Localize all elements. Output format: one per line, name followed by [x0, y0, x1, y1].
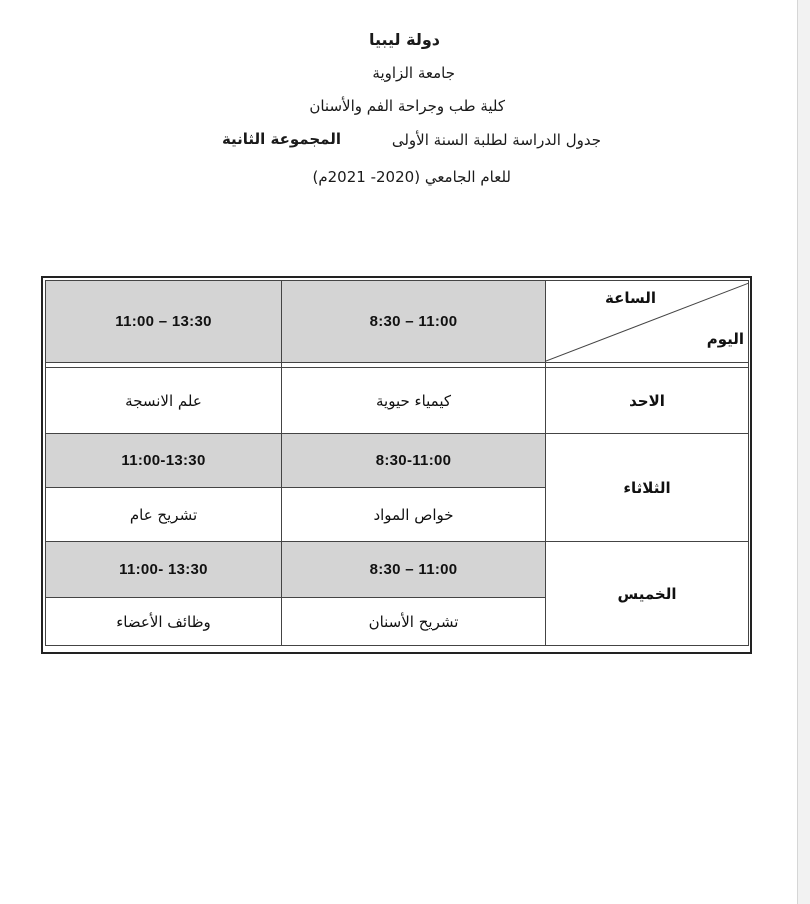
thursday-subject-1: تشريح الأسنان — [282, 598, 546, 646]
schedule-table-frame — [41, 276, 752, 654]
sunday-subject-1: كيمياء حيوية — [282, 368, 546, 434]
tuesday-time-2: 11:00-13:30 — [46, 434, 282, 488]
table-row-thursday-times — [46, 542, 749, 598]
schedule-table — [45, 280, 749, 646]
corner-day-label: اليوم — [706, 330, 744, 348]
corner-hour-label: الساعة — [604, 289, 656, 307]
group-title: المجموعة الثانية — [221, 130, 341, 148]
table-row-sunday — [46, 368, 749, 434]
faculty-title: كلية طب وجراحة الفم والأسنان — [309, 97, 505, 115]
tuesday-time-1: 8:30-11:00 — [282, 434, 546, 488]
table-row-tuesday-times — [46, 434, 749, 488]
day-sunday: الاحد — [546, 368, 749, 434]
sunday-subject-2: علم الانسجة — [46, 368, 282, 434]
corner-header-cell — [546, 281, 749, 363]
university-title: جامعة الزاوية — [372, 64, 455, 82]
day-thursday: الخميس — [546, 542, 749, 646]
tuesday-subject-1: خواص المواد — [282, 488, 546, 542]
time-slot-2-header — [46, 281, 282, 363]
time-slot-1-header — [282, 281, 546, 363]
time-slot-2-label: 11:00 – 13:30 — [115, 313, 212, 330]
country-title: دولة ليبيا — [368, 30, 440, 49]
time-slot-1-label: 8:30 – 11:00 — [369, 313, 458, 330]
tuesday-subject-2: تشريح عام — [46, 488, 282, 542]
thursday-time-2: 11:00- 13:30 — [46, 542, 282, 598]
schedule-title: جدول الدراسة لطلبة السنة الأولى — [391, 131, 601, 149]
table-header-row — [46, 281, 749, 363]
thursday-subject-2: وظائف الأعضاء — [46, 598, 282, 646]
thursday-time-1: 8:30 – 11:00 — [282, 542, 546, 598]
day-tuesday: الثلاثاء — [546, 434, 749, 542]
academic-year: للعام الجامعي (2020- 2021م) — [312, 168, 511, 186]
